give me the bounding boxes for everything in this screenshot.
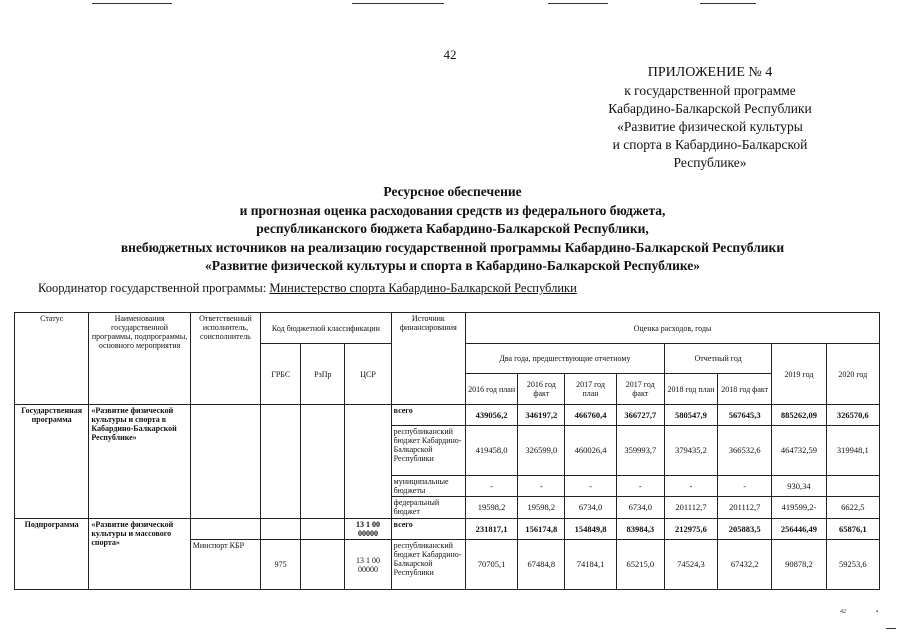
header-budget-code: Код бюджетной классификации <box>261 313 392 344</box>
header-2020: 2020 год <box>826 344 879 405</box>
value-cell <box>826 476 879 497</box>
value-cell: 19598,2 <box>518 497 565 519</box>
value-cell: 419458,0 <box>465 426 517 476</box>
appendix-title: ПРИЛОЖЕНИЕ № 4 <box>647 65 773 80</box>
subprogram-executor-empty <box>190 519 260 540</box>
value-cell: 6734,0 <box>565 497 616 519</box>
document-heading <box>0 183 905 276</box>
value-cell: 212975,6 <box>664 519 717 540</box>
value-cell: 359993,7 <box>616 426 664 476</box>
value-cell: 83984,3 <box>616 519 664 540</box>
value-cell: - <box>465 476 517 497</box>
value-cell: 379435,2 <box>664 426 717 476</box>
header-2018-plan: 2018 год план <box>664 374 717 405</box>
header-executor: Ответственный исполнитель, соисполнитель <box>190 313 260 405</box>
value-cell: - <box>616 476 664 497</box>
value-cell: 154849,8 <box>565 519 616 540</box>
value-cell: 90878,2 <box>772 540 826 590</box>
coordinator-line <box>38 281 577 296</box>
header-reporting-year: Отчетный год <box>664 344 771 374</box>
value-cell: 466760,4 <box>565 405 616 426</box>
program-grbs <box>261 405 301 519</box>
coordinator-value: Министерство спорта Кабардино-Балкарской Республики <box>269 281 577 295</box>
value-cell: 366532,6 <box>718 426 772 476</box>
value-cell: 319948,1 <box>826 426 879 476</box>
source-cell: муниципальные бюджеты <box>391 476 465 497</box>
value-cell: 74524,3 <box>664 540 717 590</box>
value-cell: - <box>518 476 565 497</box>
footer-dash <box>886 628 896 629</box>
value-cell: 70705,1 <box>465 540 517 590</box>
program-status: Государственная программа <box>15 405 89 519</box>
subprogram-grbs: 975 <box>261 540 301 590</box>
top-rule-3 <box>548 3 608 4</box>
header-grbs: ГРБС <box>261 344 301 405</box>
value-cell: 885262,09 <box>772 405 826 426</box>
value-cell: 366727,7 <box>616 405 664 426</box>
header-source: Источник финансирования <box>391 313 465 405</box>
value-cell: 67432,2 <box>718 540 772 590</box>
value-cell: 74184,1 <box>565 540 616 590</box>
heading-line: «Развитие физической культуры и спорта в Кабардино-Балкарской Республике» <box>204 258 701 273</box>
appendix-line: к государственной программе <box>624 83 796 98</box>
footer-small-right: ▪ <box>876 609 879 615</box>
top-rule-2 <box>352 3 444 4</box>
value-cell: 65876,1 <box>826 519 879 540</box>
header-estimate: Оценка расходов, годы <box>465 313 879 344</box>
program-name: «Развитие физической культуры и спорта в Кабардино-Балкарской Республике» <box>89 405 190 519</box>
coordinator-label: Координатор государственной программы: <box>38 281 267 295</box>
value-cell: - <box>718 476 772 497</box>
value-cell: 201112,7 <box>718 497 772 519</box>
appendix-line: Кабардино-Балкарской Республики <box>608 101 812 116</box>
value-cell: 231817,1 <box>465 519 517 540</box>
value-cell: 464732,59 <box>772 426 826 476</box>
program-csr <box>345 405 391 519</box>
value-cell: 930,34 <box>772 476 826 497</box>
footer-small-left: 42 <box>840 609 846 615</box>
program-rzpr <box>301 405 345 519</box>
page-number: 42 <box>443 47 457 62</box>
header-2017-fact: 2017 год факт <box>616 374 664 405</box>
value-cell: 6734,0 <box>616 497 664 519</box>
value-cell: 205883,5 <box>718 519 772 540</box>
top-rule-4 <box>700 3 756 4</box>
source-cell: федеральный бюджет <box>391 497 465 519</box>
value-cell: 580547,9 <box>664 405 717 426</box>
value-cell: 567645,3 <box>718 405 772 426</box>
header-rzpr: РзПр <box>301 344 345 405</box>
header-two-years: Два года, предшествующие отчетному <box>465 344 664 374</box>
top-rule-1 <box>92 3 172 4</box>
value-cell: 439056,2 <box>465 405 517 426</box>
header-2016-plan: 2016 год план <box>465 374 517 405</box>
source-cell: всего <box>391 405 465 426</box>
source-cell: республиканский бюджет Кабардино-Балкарской Республики <box>391 426 465 476</box>
header-status: Статус <box>15 313 89 405</box>
header-name: Наименования государственной программы, подпрограммы, основного мероприятия <box>89 313 190 405</box>
value-cell: 65215,0 <box>616 540 664 590</box>
value-cell: - <box>565 476 616 497</box>
resource-table <box>14 312 880 590</box>
source-cell: всего <box>391 519 465 540</box>
value-cell: 460026,4 <box>565 426 616 476</box>
subprogram-status: Подпрограмма <box>15 519 89 590</box>
appendix-line: Республике» <box>673 155 747 170</box>
value-cell: 346197,2 <box>518 405 565 426</box>
value-cell: 326599,0 <box>518 426 565 476</box>
header-2019: 2019 год <box>772 344 826 405</box>
header-2016-fact: 2016 год факт <box>518 374 565 405</box>
subprogram-rzpr-empty <box>301 519 345 540</box>
program-executor <box>190 405 260 519</box>
value-cell: 59253,6 <box>826 540 879 590</box>
heading-line: республиканского бюджета Кабардино-Балкарской Республики, <box>256 221 649 236</box>
value-cell: 256446,49 <box>772 519 826 540</box>
header-csr: ЦСР <box>345 344 391 405</box>
heading-line: внебюджетных источников на реализацию государственной программы Кабардино-Балкарской Республики <box>120 239 785 255</box>
value-cell: 6622,5 <box>826 497 879 519</box>
heading-line: и прогнозная оценка расходования средств из федерального бюджета, <box>239 202 666 218</box>
subprogram-rzpr <box>301 540 345 590</box>
appendix-block <box>560 64 860 172</box>
subprogram-csr-2: 13 1 00 00000 <box>345 540 391 590</box>
subprogram-executor: Минспорт КБР <box>190 540 260 590</box>
value-cell: 156174,8 <box>518 519 565 540</box>
value-cell: 326570,6 <box>826 405 879 426</box>
value-cell: 419599,2- <box>772 497 826 519</box>
subprogram-csr: 13 1 00 00000 <box>345 519 391 540</box>
subprogram-name: «Развитие физической культуры и массового спорта» <box>89 519 190 590</box>
value-cell: 19598,2 <box>465 497 517 519</box>
source-cell: республиканский бюджет Кабардино-Балкарской Республики <box>391 540 465 590</box>
subprogram-grbs-empty <box>261 519 301 540</box>
header-2018-fact: 2018 год факт <box>718 374 772 405</box>
appendix-line: «Развитие физической культуры <box>617 119 803 134</box>
appendix-line: и спорта в Кабардино-Балкарской <box>612 137 808 152</box>
value-cell: 201112,7 <box>664 497 717 519</box>
heading-line: Ресурсное обеспечение <box>383 184 522 199</box>
value-cell: 67484,8 <box>518 540 565 590</box>
value-cell: - <box>664 476 717 497</box>
header-2017-plan: 2017 год план <box>565 374 616 405</box>
